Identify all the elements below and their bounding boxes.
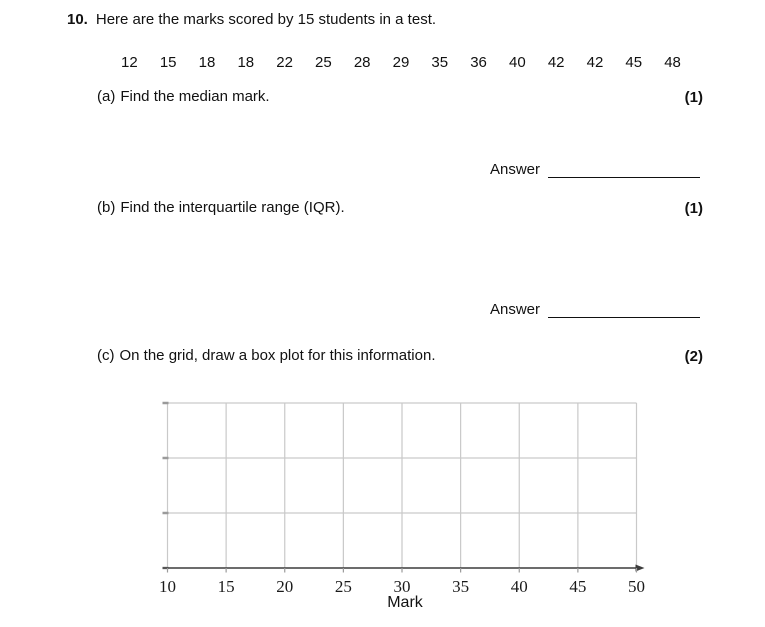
answer-blank-b — [548, 317, 700, 318]
question-number: 10. — [67, 11, 88, 28]
x-tick-label: 35 — [452, 577, 470, 596]
x-tick-label: 30 — [393, 577, 411, 596]
question-header — [67, 11, 436, 29]
mark-value: 48 — [664, 54, 681, 71]
mark-value: 35 — [431, 54, 449, 71]
mark-value: 25 — [315, 54, 332, 71]
part-b-marks: (1) — [684, 200, 703, 217]
part-b-row — [97, 199, 345, 217]
part-c-text: On the grid, draw a box plot for this information. — [119, 347, 436, 364]
x-tick-label: 25 — [334, 577, 352, 596]
part-a-marks: (1) — [684, 89, 703, 106]
answer-label-b: Answer — [490, 301, 541, 318]
part-a-label: (a) — [97, 88, 116, 105]
part-c-marks: (2) — [684, 348, 703, 365]
question-prompt: Here are the marks scored by 15 students in a test. — [95, 11, 437, 28]
mark-value: 36 — [470, 54, 487, 71]
x-tick-label: 15 — [217, 577, 235, 596]
marks-list — [110, 54, 692, 72]
part-a-text: Find the median mark. — [120, 88, 270, 105]
part-b-label: (b) — [97, 199, 116, 216]
boxplot-grid — [148, 396, 652, 606]
mark-value: 40 — [509, 54, 526, 71]
mark-value: 45 — [625, 54, 643, 71]
part-a-row — [97, 88, 270, 106]
answer-blank-a — [548, 177, 700, 178]
x-tick-label: 20 — [276, 577, 294, 596]
answer-label-a: Answer — [490, 161, 541, 178]
x-tick-label: 40 — [510, 577, 528, 596]
part-c-row — [97, 347, 436, 365]
mark-value: 15 — [159, 54, 177, 71]
mark-value: 18 — [198, 54, 216, 71]
x-tick-label: 50 — [628, 577, 645, 596]
part-c-label: (c) — [97, 347, 115, 364]
mark-value: 22 — [276, 54, 293, 71]
mark-value: 28 — [353, 54, 371, 71]
mark-value: 29 — [392, 54, 410, 71]
mark-value: 42 — [586, 54, 604, 71]
mark-value: 18 — [237, 54, 255, 71]
part-b-text: Find the interquartile range (IQR). — [120, 199, 345, 216]
mark-value: 42 — [547, 54, 565, 71]
x-tick-label: 45 — [569, 577, 587, 596]
mark-value: 12 — [121, 54, 138, 71]
x-axis-title: Mark — [387, 594, 423, 611]
x-tick-label: 10 — [159, 577, 176, 596]
